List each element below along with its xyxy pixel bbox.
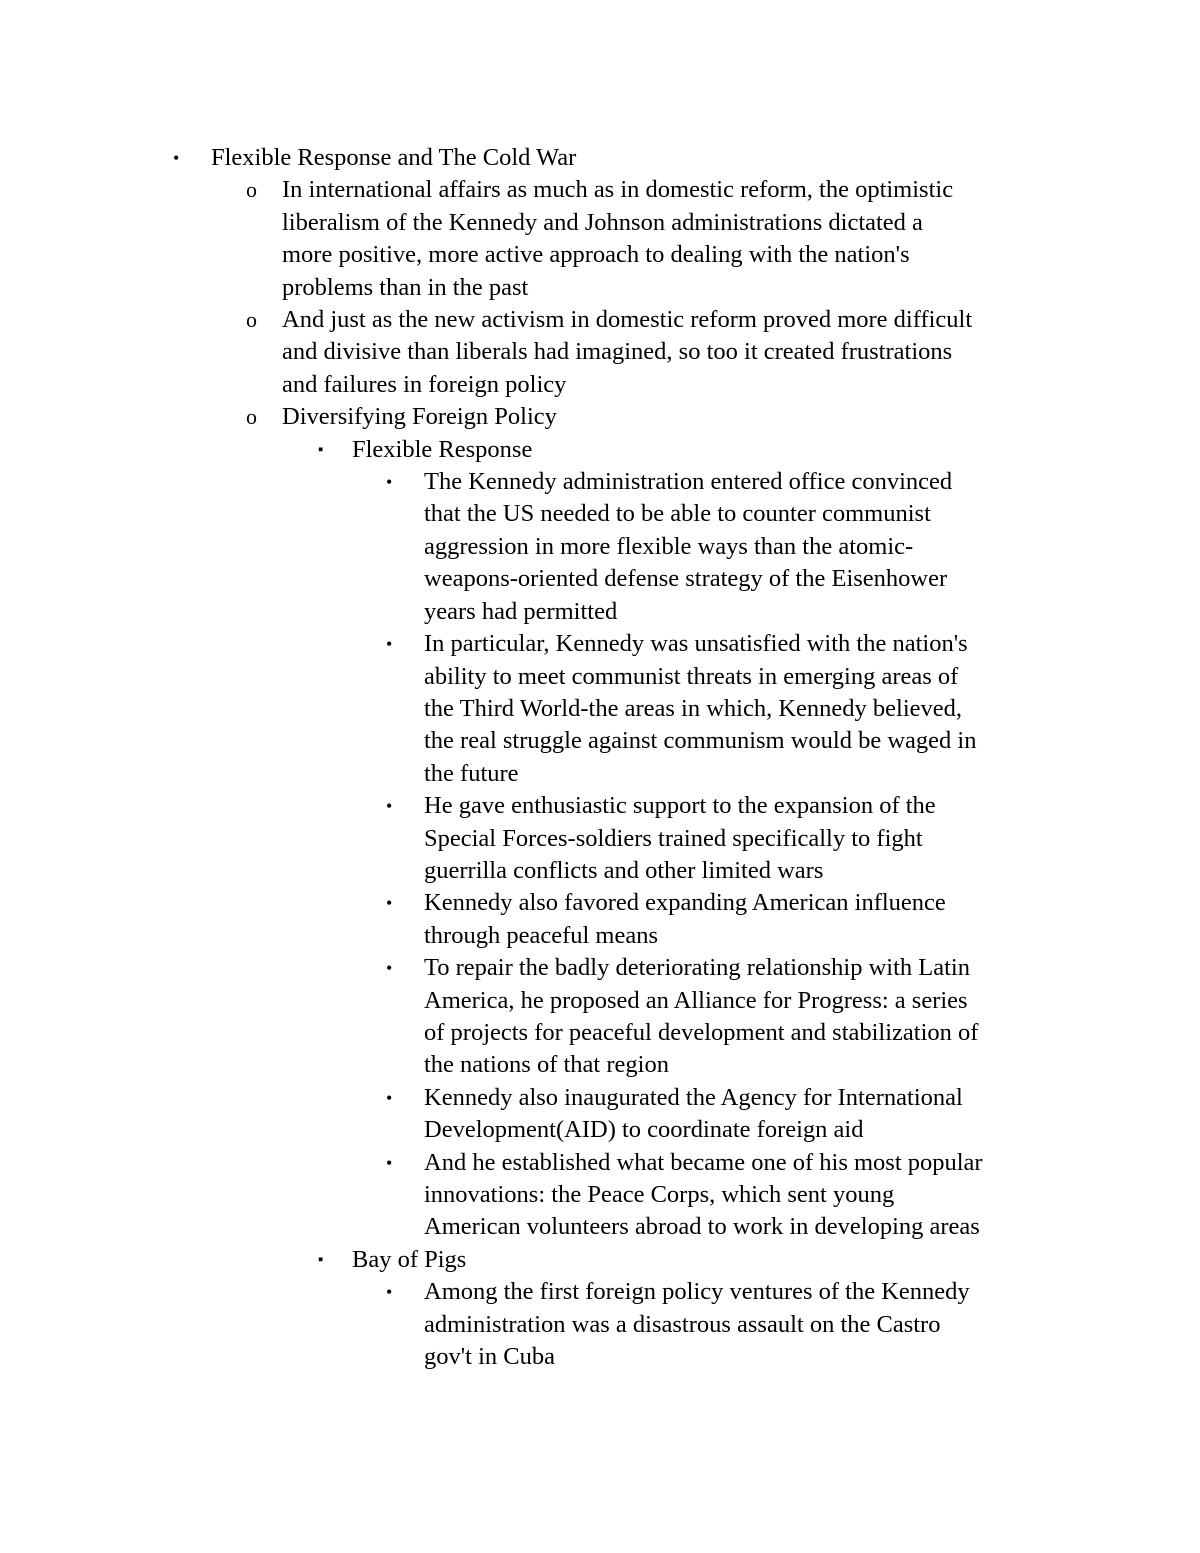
outline-item-text [352,434,1200,466]
text-line: and failures in foreign policy [282,370,567,398]
text-line: Bay of Pigs [352,1245,467,1273]
outline-item-text [424,1147,1200,1244]
text-line: the real struggle against communism would be waged in [424,727,977,755]
text-line: Development(AID) to coordinate foreign aid [424,1116,864,1144]
outline-item-text [424,790,1200,887]
text-line: aggression in more flexible ways than the atomic- [424,532,914,560]
outline-list [0,142,1200,1373]
text-line: Flexible Response [352,435,533,463]
outline-item-third-world [0,628,1200,790]
bullet-disc-icon: • [173,148,180,168]
outline-item-text [211,142,1200,174]
outline-item-text [282,174,1200,304]
outline-item-new-activism [0,304,1200,401]
outline-item-flexible-response [0,434,1200,466]
text-line: guerrilla conflicts and other limited wars [424,856,824,884]
text-line: American volunteers abroad to work in developing areas [424,1213,980,1241]
text-line: the future [424,759,519,787]
text-line: weapons-oriented defense strategy of the Eisenhower [424,565,948,593]
outline-item-text [424,466,1200,628]
text-line: problems than in the past [282,273,529,301]
outline-item-flexible-response-cold-war [0,142,1200,174]
text-line: Kennedy also inaugurated the Agency for International [424,1083,963,1111]
text-line: Flexible Response and The Cold War [211,144,577,171]
text-line: Diversifying Foreign Policy [282,403,557,431]
text-line: Kennedy also favored expanding American influence [424,889,946,917]
outline-item-international-affairs [0,174,1200,304]
outline-item-text [424,628,1200,790]
outline-item-alliance-for-progress [0,952,1200,1082]
text-line: To repair the badly deteriorating relationship with Latin [424,954,970,982]
bullet-disc-icon: • [386,472,393,493]
text-line: the Third World-the areas in which, Kennedy believed, [424,694,962,722]
text-line: Among the first foreign policy ventures of the Kennedy [424,1278,970,1306]
text-line: of projects for peaceful development and stabilization of [424,1018,979,1046]
text-line: And he established what became one of his most popular [424,1148,983,1176]
bullet-disc-icon: • [386,1087,393,1108]
outline-item-text [424,1082,1200,1147]
outline-item-text [282,401,1200,433]
text-line: gov't in Cuba [424,1343,555,1371]
outline-item-diversifying-foreign-policy [0,401,1200,433]
bullet-square-icon: ▪ [318,441,324,458]
text-line: In particular, Kennedy was unsatisfied with the nation's [424,630,968,658]
bullet-square-icon: ▪ [318,1251,324,1268]
outline-item-castro-assault [0,1276,1200,1373]
bullet-disc-icon: • [386,796,393,817]
outline-item-text [424,1276,1200,1373]
text-line: liberalism of the Kennedy and Johnson administrations dictated a [282,208,923,236]
text-line: In international affairs as much as in domestic reform, the optimistic [282,176,954,204]
text-line: The Kennedy administration entered office convinced [424,468,953,496]
text-line: through peaceful means [424,921,659,949]
outline-item-peace-corps [0,1147,1200,1244]
text-line: innovations: the Peace Corps, which sent young [424,1181,895,1208]
bullet-disc-icon: • [386,1282,393,1303]
text-line: ability to meet communist threats in emerging areas of [424,662,959,690]
bullet-disc-icon: • [386,958,393,979]
bullet-disc-icon: • [386,893,393,914]
text-line: and divisive than liberals had imagined, so too it created frustrations [282,338,953,366]
bullet-disc-icon: • [386,1152,393,1173]
outline-item-special-forces [0,790,1200,887]
text-line: He gave enthusiastic support to the expansion of the [424,792,936,820]
outline-item-bay-of-pigs [0,1244,1200,1276]
outline-item-text [282,304,1200,401]
bullet-circle-icon: o [246,177,257,203]
text-line: more positive, more active approach to dealing with the nation's [282,241,910,269]
text-line: the nations of that region [424,1051,669,1079]
bullet-circle-icon: o [246,404,257,430]
text-line: years had permitted [424,597,618,625]
outline-item-text [424,887,1200,952]
outline-item-text [352,1244,1200,1276]
outline-item-agency-international-development [0,1082,1200,1147]
text-line: that the US needed to be able to counter communist [424,500,931,528]
text-line: America, he proposed an Alliance for Progress: a series [424,986,968,1014]
bullet-disc-icon: • [386,634,393,655]
outline-item-kennedy-administration-entered [0,466,1200,628]
text-line: Special Forces-soldiers trained specifically to fight [424,824,923,852]
outline-item-peaceful-means [0,887,1200,952]
text-line: administration was a disastrous assault on the Castro [424,1310,941,1338]
text-line: And just as the new activism in domestic reform proved more difficult [282,306,973,334]
bullet-circle-icon: o [246,307,257,333]
outline-item-text [424,952,1200,1082]
